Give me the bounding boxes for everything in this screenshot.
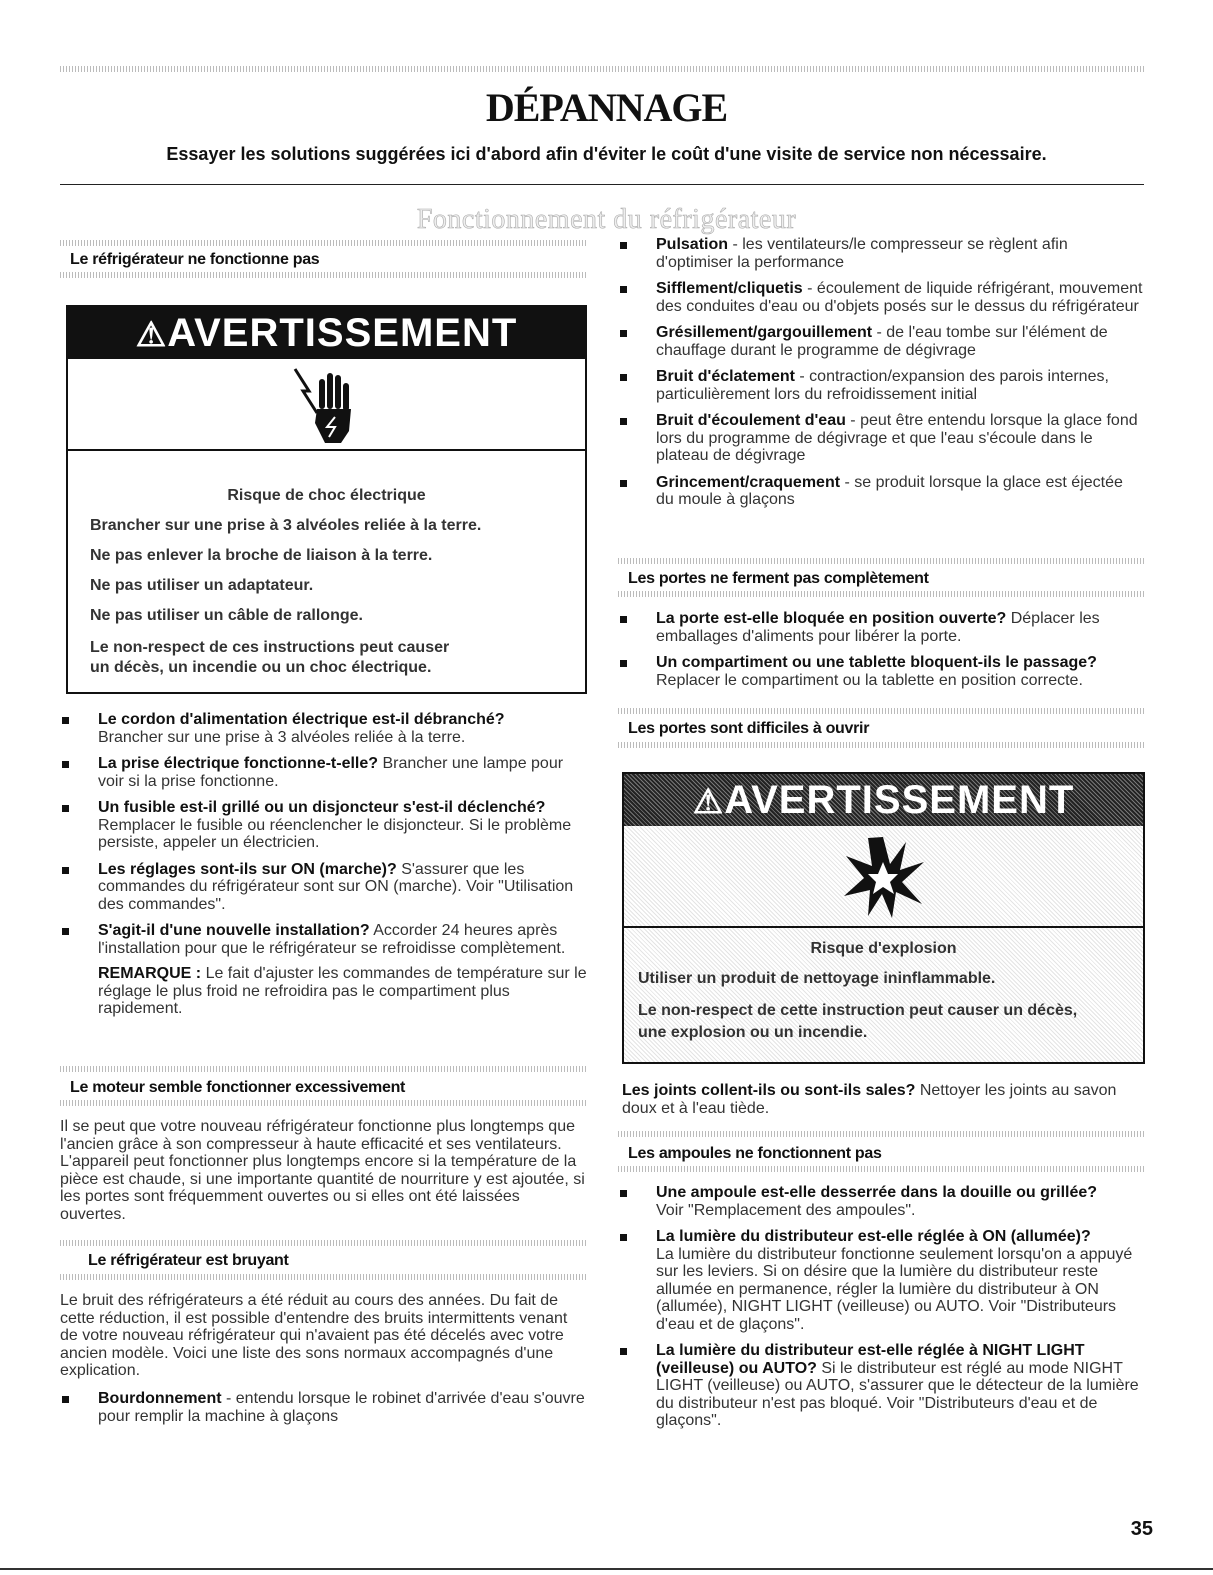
heading-rule (60, 1066, 588, 1072)
explosion-icon (838, 832, 928, 922)
heading-motor: Le moteur semble fonctionner excessivement (70, 1079, 406, 1096)
heading-noisy: Le réfrigérateur est bruyant (88, 1252, 289, 1269)
remarque-label: REMARQUE : (98, 965, 202, 982)
list-item: S'agit-il d'une nouvelle installation? Accorder 24 heures après l'installation pour que le réfrigérateur se refroidisse complètement. REMARQUE : Le fait d'ajuster les commandes de température sur le réglage le plus froid ne refroidira pas le compartiment plus rapidement. (60, 922, 588, 1018)
heading-rule (60, 1240, 588, 1246)
warning-line: Ne pas utiliser un câble de rallonge. (90, 607, 363, 624)
list-item: Un fusible est-il grillé ou un disjoncteur s'est-il déclenché? Remplacer le fusible ou réenclencher le disjoncteur. Si le problème persiste, appeler un électricien. (60, 799, 588, 852)
heading-rule (60, 1100, 588, 1106)
bottom-rule (0, 1568, 1213, 1570)
list-item: Bourdonnement - entendu lorsque le robinet d'arrivée d'eau s'ouvre pour remplir la machine à glaçons (60, 1390, 588, 1425)
bulbs-list (618, 1184, 1144, 1439)
list-item: Grésillement/gargouillement - de l'eau tombe sur l'élément de chauffage durant le programme de dégivrage (618, 324, 1144, 359)
warning-consequence: Le non-respect de ces instructions peut causer (90, 639, 450, 656)
page-subtitle: Essayer les solutions suggérées ici d'abord afin d'éviter le coût d'une visite de service non nécessaire. (166, 144, 1047, 164)
heading-rule (60, 272, 588, 278)
heading-rule (60, 240, 588, 246)
checklist-power (60, 711, 588, 1027)
warning-icon-row (624, 826, 1143, 928)
paragraph-joints: Les joints collent-ils ou sont-ils sales? Nettoyer les joints au savon doux et à l'eau tiède. (622, 1082, 1117, 1117)
warning-banner: ⚠AVERTISSEMENT (624, 774, 1143, 826)
heading-doors-open: Les portes sont difficiles à ouvrir (628, 720, 870, 737)
heading-rule (618, 1131, 1144, 1137)
section-title: Fonctionnement du réfrigérateur (416, 204, 797, 235)
warning-box-electric (66, 305, 587, 694)
heading-rule (60, 1274, 588, 1280)
list-item: Bruit d'écoulement d'eau - peut être entendu lorsque la glace fond lors du programme de dégivrage et que l'eau s'écoule dans le plateau de dégivrage (618, 412, 1144, 465)
warning-consequence: un décès, un incendie ou un choc électrique. (90, 659, 432, 676)
heading-not-running: Le réfrigérateur ne fonctionne pas (70, 251, 320, 268)
warning-line: Utiliser un produit de nettoyage ininflammable. (638, 970, 996, 987)
warning-line: Ne pas enlever la broche de liaison à la terre. (90, 547, 433, 564)
heading-rule (618, 1166, 1144, 1172)
list-item: Un compartiment ou une tablette bloquent-ils le passage? Replacer le compartiment ou la tablette en position correcte. (618, 654, 1144, 689)
heading-rule (618, 591, 1144, 597)
list-item: Une ampoule est-elle desserrée dans la douille ou grillée? Voir "Remplacement des ampoules". (618, 1184, 1144, 1219)
list-item: Le cordon d'alimentation électrique est-il débranché? Brancher sur une prise à 3 alvéoles reliée à la terre. (60, 711, 588, 746)
heading-rule (618, 742, 1144, 748)
page-title: DÉPANNAGE (485, 85, 728, 130)
list-item: La porte est-elle bloquée en position ouverte? Déplacer les emballages d'aliments pour libérer la porte. (618, 610, 1144, 645)
list-item: La lumière du distributeur est-elle réglée à NIGHT LIGHT (veilleuse) ou AUTO? Si le distributeur est réglé au mode NIGHT LIGHT (veilleuse) ou AUTO, s'assurer que le détecteur de la lumière du distributeur n'est pas bloqué. Voir "Distributeurs d'eau et de glaçons". (618, 1342, 1144, 1430)
list-item: Les réglages sont-ils sur ON (marche)? S'assurer que les commandes du réfrigérateur sont sur ON (marche). Voir "Utilisation des commandes". (60, 861, 588, 914)
page-number: 35 (1130, 1518, 1153, 1540)
warning-consequence: Le non-respect de cette instruction peut causer un décès, (638, 1002, 1078, 1019)
warning-risk: Risque de choc électrique (227, 487, 426, 504)
paragraph-motor: Il se peut que votre nouveau réfrigérateur fonctionne plus longtemps que l'ancien grâce à son compresseur à haute efficacité et ses ventilateurs. L'appareil peut fonctionner plus longtemps encore si la température de la pièce est chaude, si une importante quantité de nourriture y est ajoutée, si les portes sont fréquemment ouvertes ou si elles ont été laissées ouvertes. (60, 1118, 585, 1223)
list-item: Pulsation - les ventilateurs/le compresseur se règlent afin d'optimiser la performance (618, 236, 1144, 271)
warning-risk: Risque d'explosion (810, 940, 957, 957)
top-decor-band (60, 66, 1144, 72)
title-rule (60, 184, 1144, 185)
warning-consequence: une explosion ou un incendie. (638, 1024, 868, 1041)
warning-triangle-icon: ⚠ (135, 316, 168, 354)
doors-list (618, 610, 1144, 698)
warning-icon-row (68, 359, 585, 451)
noise-list-left (60, 1390, 588, 1434)
heading-doors-close: Les portes ne ferment pas complètement (628, 570, 929, 587)
heading-rule (618, 708, 1144, 714)
list-item: La lumière du distributeur est-elle réglée à ON (allumée)? La lumière du distributeur fonctionne seulement lorsqu'on a appuyé sur les leviers. Si on désire que la lumière du distributeur reste allumée en permanence, régler la lumière du distributeur à ON (allumée), NIGHT LIGHT (veilleuse) ou AUTO. Voir "Distributeurs d'eau et de glaçons". (618, 1228, 1144, 1333)
noise-list-right (618, 236, 1144, 518)
heading-rule (618, 558, 1144, 564)
list-item: Grincement/craquement - se produit lorsque la glace est éjectée du moule à glaçons (618, 474, 1144, 509)
warning-banner: ⚠AVERTISSEMENT (68, 307, 585, 359)
list-item: La prise électrique fonctionne-t-elle? Brancher une lampe pour voir si la prise fonctionne. (60, 755, 588, 790)
warning-triangle-icon: ⚠ (692, 783, 725, 821)
warning-line: Brancher sur une prise à 3 alvéoles reliée à la terre. (90, 517, 482, 534)
list-item: Bruit d'éclatement - contraction/expansion des parois internes, particulièrement lors du refroidissement initial (618, 368, 1144, 403)
list-item: Sifflement/cliquetis - écoulement de liquide réfrigérant, mouvement des conduites d'eau ou d'objets posés sur le dessus du réfrigérateur (618, 280, 1144, 315)
warning-line: Ne pas utiliser un adaptateur. (90, 577, 314, 594)
paragraph-noisy: Le bruit des réfrigérateurs a été réduit au cours des années. Du fait de cette réduction, il est possible d'entendre des bruits intermittents venant de votre nouveau réfrigérateur qui n'avaient pas été décelés avec votre ancien modèle. Voici une liste des sons normaux accompagnés d'une explication. (60, 1292, 568, 1379)
electric-shock-hand-icon (291, 365, 361, 445)
warning-box-explosion (622, 772, 1145, 1064)
heading-bulbs: Les ampoules ne fonctionnent pas (628, 1145, 882, 1162)
